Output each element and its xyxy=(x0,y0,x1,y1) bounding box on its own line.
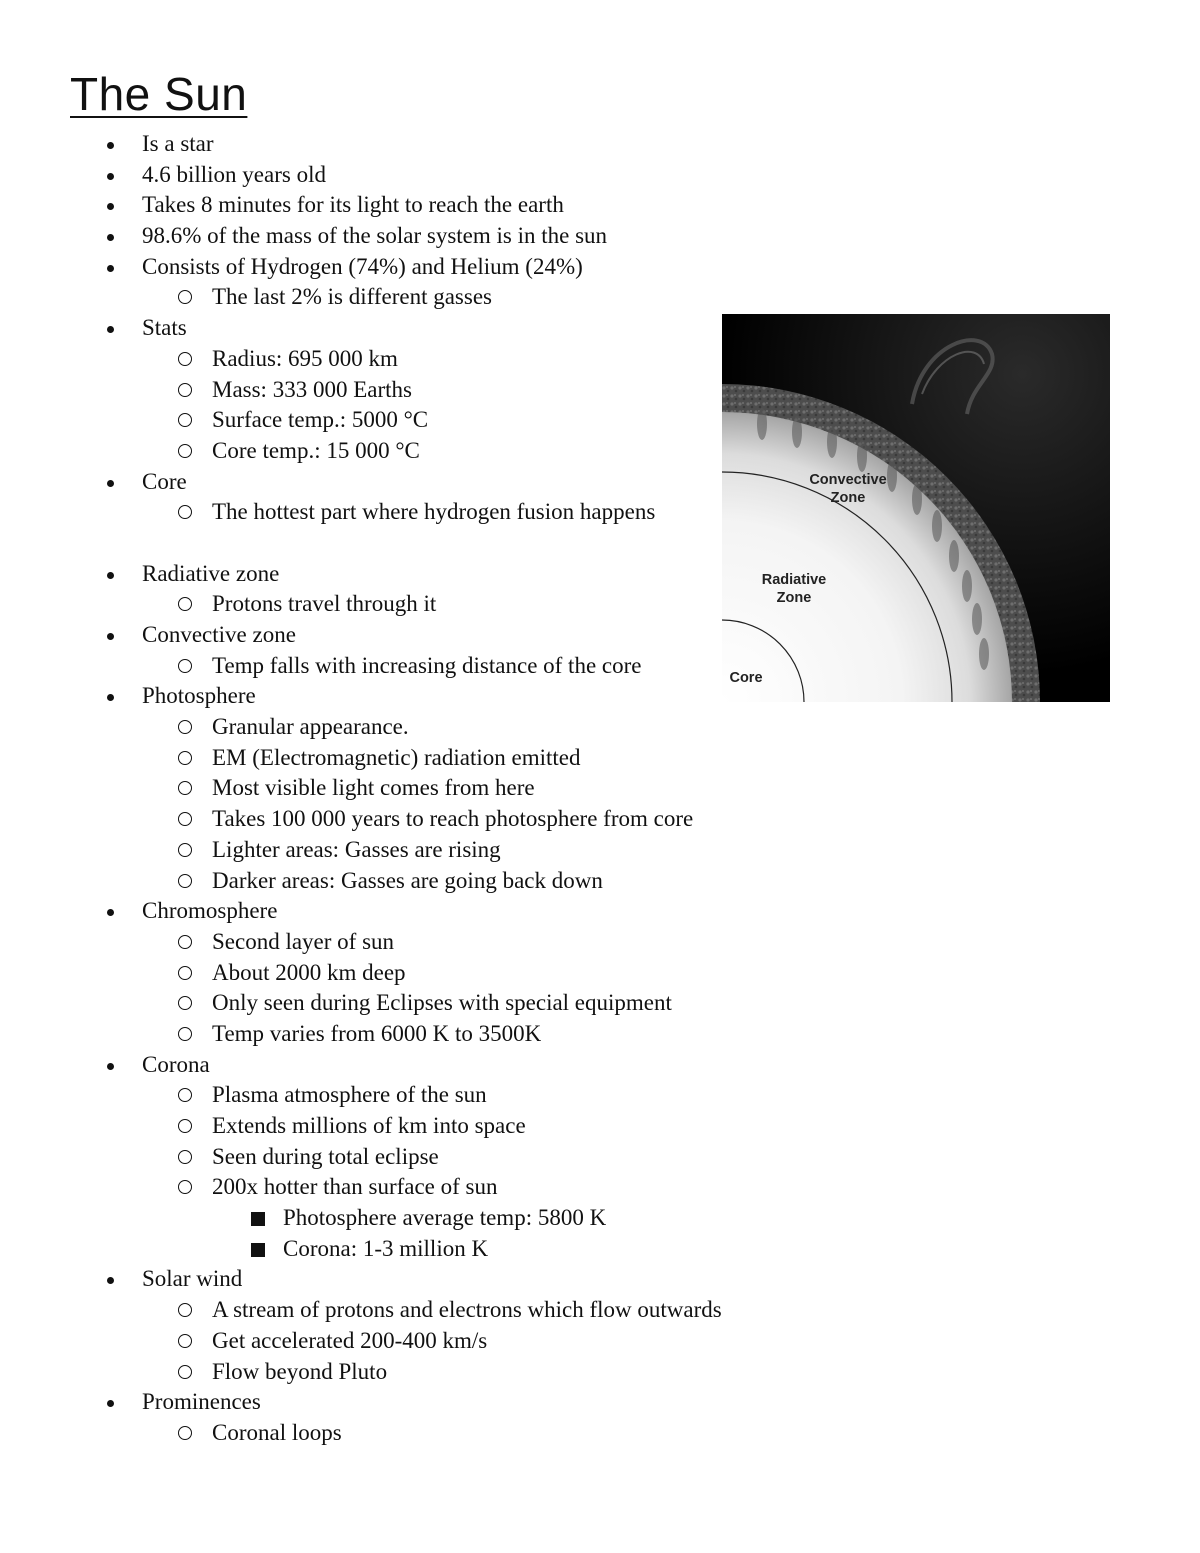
bullet-dot-icon xyxy=(107,252,119,272)
page-title: The Sun xyxy=(70,68,248,120)
list-item-text: A stream of protons and electrons which flow outwards xyxy=(212,1297,722,1323)
radiative-zone-label: Radiative xyxy=(761,572,827,588)
bullet-circle-icon xyxy=(178,1019,192,1041)
bullet-dot-icon xyxy=(107,620,119,640)
bullet-circle-icon xyxy=(178,497,192,519)
list-item-text: 98.6% of the mass of the solar system is in the sun xyxy=(142,223,608,249)
sub-list-item xyxy=(0,1142,1200,1173)
list-item-text: Darker areas: Gasses are going back down xyxy=(212,867,603,893)
list-item-text: Lighter areas: Gasses are rising xyxy=(212,836,501,862)
sub-list-item xyxy=(0,743,1200,774)
bullet-dot-icon xyxy=(107,1387,119,1407)
sub-list-item xyxy=(0,927,1200,958)
bullet-dot-icon xyxy=(107,160,119,180)
list-item-text: Granular appearance. xyxy=(212,714,409,740)
bullet-circle-icon xyxy=(178,1080,192,1102)
bullet-circle-icon xyxy=(178,712,192,734)
list-item-text: Second layer of sun xyxy=(212,928,395,954)
sub-list-item xyxy=(0,773,1200,804)
list-item-text: Chromosphere xyxy=(142,898,278,924)
list-item-text: Core xyxy=(142,468,187,494)
list-item-text: Surface temp.: 5000 °C xyxy=(212,407,429,433)
list-item-text: EM (Electromagnetic) radiation emitted xyxy=(212,744,581,770)
list-item-text: Solar wind xyxy=(142,1266,243,1292)
list-item-text: Prominences xyxy=(142,1389,261,1415)
bullet-dot-icon xyxy=(107,190,119,210)
bullet-dot-icon xyxy=(107,1264,119,1284)
list-item xyxy=(0,896,1200,927)
list-item-text: Temp varies from 6000 K to 3500K xyxy=(212,1020,542,1046)
list-item-text: Convective zone xyxy=(142,622,296,648)
list-item-text: Protons travel through it xyxy=(212,591,437,617)
list-item-text: Plasma atmosphere of the sun xyxy=(212,1082,487,1108)
bullet-circle-icon xyxy=(178,436,192,458)
sub-list-item xyxy=(0,958,1200,989)
bullet-circle-icon xyxy=(178,405,192,427)
convective-zone-label: Convective xyxy=(809,472,887,488)
bullet-dot-icon xyxy=(107,1050,119,1070)
list-item-text: Temp falls with increasing distance of the core xyxy=(212,652,642,678)
list-item-text: Coronal loops xyxy=(212,1419,342,1445)
bullet-circle-icon xyxy=(178,958,192,980)
sun-structure-diagram xyxy=(722,314,1110,702)
bullet-dot-icon xyxy=(107,129,119,149)
list-item-text: Photosphere average temp: 5800 K xyxy=(283,1205,607,1231)
bullet-dot-icon xyxy=(107,559,119,579)
bullet-dot-icon xyxy=(107,896,119,916)
list-item xyxy=(0,1387,1200,1418)
list-item-text: Only seen during Eclipses with special equipment xyxy=(212,990,672,1016)
list-item-text: Takes 100 000 years to reach photosphere from core xyxy=(212,806,694,832)
list-item xyxy=(0,1264,1200,1295)
sub-list-item xyxy=(0,712,1200,743)
bullet-dot-icon xyxy=(107,467,119,487)
list-item-text: Extends millions of km into space xyxy=(212,1113,526,1139)
radiative-zone-label-2: Zone xyxy=(776,590,812,606)
convective-zone-label-2: Zone xyxy=(830,490,866,506)
bullet-circle-icon xyxy=(178,927,192,949)
list-item xyxy=(0,190,1200,221)
sub-list-item xyxy=(0,1295,1200,1326)
sub-list-item xyxy=(0,282,1200,313)
bullet-circle-icon xyxy=(178,344,192,366)
list-item-text: Get accelerated 200-400 km/s xyxy=(212,1327,488,1353)
sub-sub-list-item xyxy=(0,1203,1200,1234)
sub-list-item xyxy=(0,1111,1200,1142)
bullet-circle-icon xyxy=(178,282,192,304)
list-item-text: Stats xyxy=(142,315,187,341)
bullet-circle-icon xyxy=(178,835,192,857)
bullet-dot-icon xyxy=(107,681,119,701)
list-item xyxy=(0,160,1200,191)
list-item-text: Most visible light comes from here xyxy=(212,775,535,801)
bullet-circle-icon xyxy=(178,1418,192,1440)
bullet-circle-icon xyxy=(178,1357,192,1379)
sub-list-item xyxy=(0,1019,1200,1050)
list-item-text: Mass: 333 000 Earths xyxy=(212,376,412,402)
sub-list-item xyxy=(0,835,1200,866)
list-item-text: 4.6 billion years old xyxy=(142,161,326,187)
sub-list-item xyxy=(0,1326,1200,1357)
list-item xyxy=(0,221,1200,252)
list-item-text: The hottest part where hydrogen fusion happens xyxy=(212,499,656,525)
sun-structure-image xyxy=(722,314,1110,702)
core-label: Core xyxy=(729,670,763,686)
sub-list-item xyxy=(0,804,1200,835)
sub-list-item xyxy=(0,1172,1200,1203)
list-item-text: About 2000 km deep xyxy=(212,959,406,985)
bullet-circle-icon xyxy=(178,1326,192,1348)
bullet-circle-icon xyxy=(178,988,192,1010)
list-item-text: 200x hotter than surface of sun xyxy=(212,1174,498,1200)
sub-list-item xyxy=(0,1357,1200,1388)
bullet-circle-icon xyxy=(178,804,192,826)
sub-sub-list-item xyxy=(0,1234,1200,1265)
list-item-text: Core temp.: 15 000 °C xyxy=(212,437,420,463)
list-item-text: Radius: 695 000 km xyxy=(212,345,398,371)
sub-list-item xyxy=(0,1418,1200,1449)
sub-list-item xyxy=(0,1080,1200,1111)
list-item-text: Radiative zone xyxy=(142,560,280,586)
bullet-circle-icon xyxy=(178,866,192,888)
list-item-text: The last 2% is different gasses xyxy=(212,284,492,310)
bullet-circle-icon xyxy=(178,375,192,397)
bullet-circle-icon xyxy=(178,1142,192,1164)
sub-list-item xyxy=(0,866,1200,897)
list-item-text: Corona: 1-3 million K xyxy=(283,1235,489,1261)
list-item-text: Takes 8 minutes for its light to reach the earth xyxy=(142,192,564,218)
sub-list-item xyxy=(0,988,1200,1019)
bullet-dot-icon xyxy=(107,313,119,333)
bullet-circle-icon xyxy=(178,651,192,673)
list-item-text: Corona xyxy=(142,1051,210,1077)
bullet-circle-icon xyxy=(178,743,192,765)
list-item-text: Consists of Hydrogen (74%) and Helium (24%) xyxy=(142,253,583,279)
bullet-square-icon xyxy=(251,1203,265,1226)
list-item-text: Photosphere xyxy=(142,683,256,709)
bullet-circle-icon xyxy=(178,589,192,611)
bullet-circle-icon xyxy=(178,1111,192,1133)
bullet-circle-icon xyxy=(178,773,192,795)
bullet-circle-icon xyxy=(178,1295,192,1317)
list-item-text: Is a star xyxy=(142,131,214,156)
bullet-dot-icon xyxy=(107,221,119,241)
bullet-circle-icon xyxy=(178,1172,192,1194)
list-item-text: Flow beyond Pluto xyxy=(212,1358,388,1384)
bullet-square-icon xyxy=(251,1234,265,1257)
list-item-text: Seen during total eclipse xyxy=(212,1143,439,1169)
list-item xyxy=(0,252,1200,283)
list-item xyxy=(0,129,1200,160)
list-item xyxy=(0,1050,1200,1081)
